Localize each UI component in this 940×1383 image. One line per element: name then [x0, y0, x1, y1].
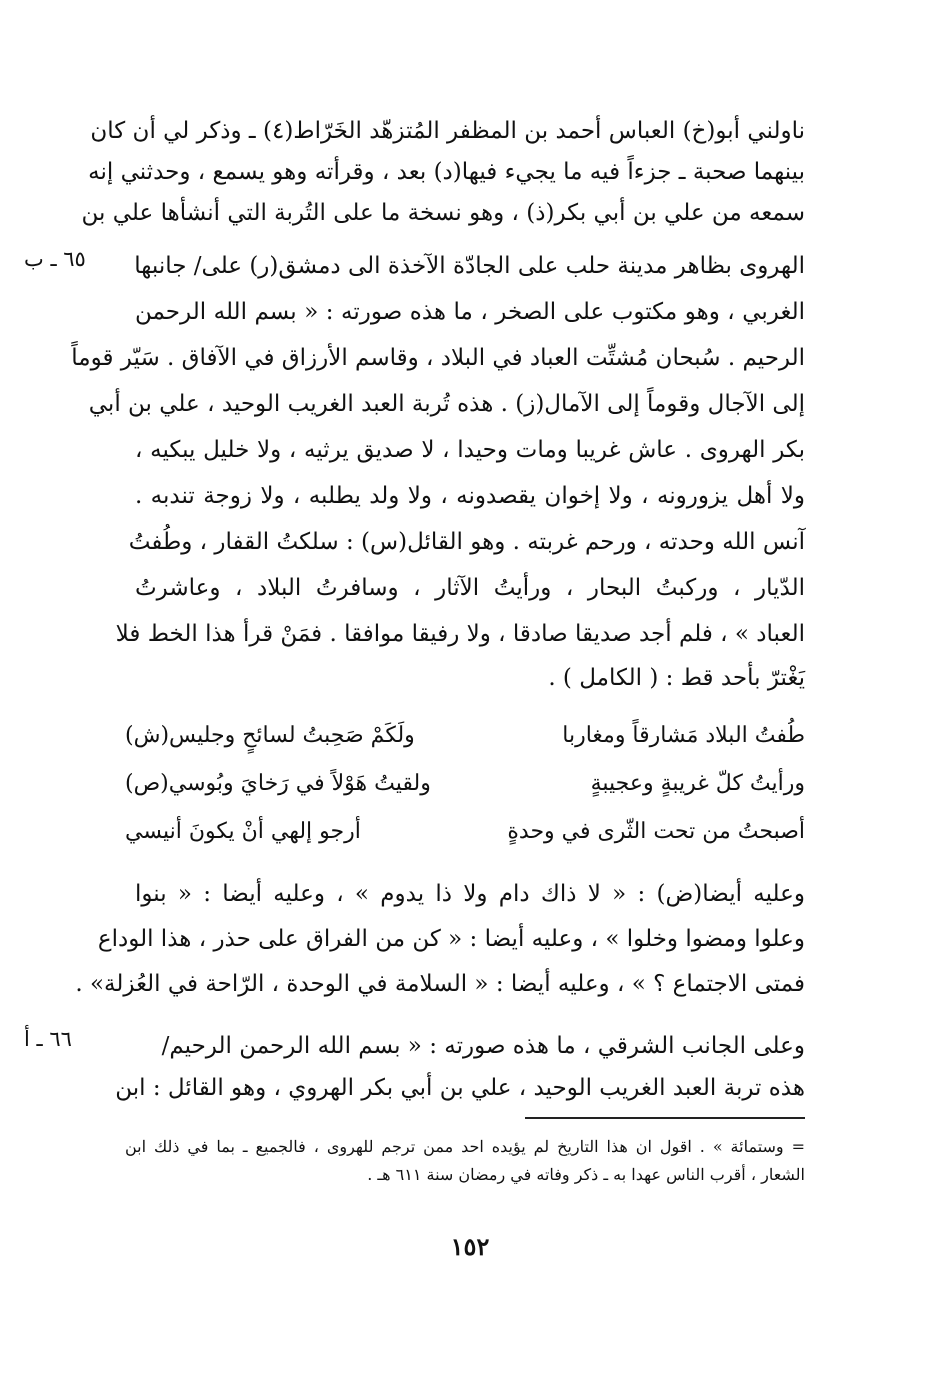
margin-folio-note: ٦٥ ـ ب [24, 247, 86, 271]
margin-folio-note: ٦٦ ـ أ [24, 1027, 72, 1051]
text-line: فمتى الاجتماع ؟ » ، وعليه أيضا : « السلامة في الوحدة ، الرّاحة في العُزلة» . [75, 971, 805, 997]
text-line: سمعه من علي بن أبي بكر(ذ) ، وهو نسخة ما على التُربة التي أنشأها علي بن [81, 200, 805, 226]
footnote-separator [525, 1117, 805, 1119]
text-line: ناولني أبو(خ) العباس أحمد بن المظفر المُتزهّد الخَرّاط(٤) ـ وذكر لي أن كان [90, 118, 805, 144]
text-line: هذه تربة العبد الغريب الوحيد ، علي بن أبي بكر الهروي ، وهو القائل : ابن [115, 1075, 805, 1101]
text-line: بينهما صحبة ـ جزءاً فيه ما يجيء فيها(د) بعد ، وقرأته وهو يسمع ، وحدثني إنه [88, 159, 805, 185]
text-line: يَغْترّ بأحد قط : ( الكامل ) . [548, 665, 805, 691]
text-line: الهروى بظاهر مدينة حلب على الجادّة الآخذة الى دمشق(ر) على/ جانبها [134, 253, 805, 279]
poem-verse [125, 718, 805, 754]
text-line: وعلوا ومضوا وخلوا » ، وعليه أيضا : « كن من الفراق على حذر ، هذا الوداع [97, 926, 805, 952]
footnote-line: الشعار ، أقرب الناس عهدا به ـ ذكر وفاته في رمضان سنة ٦١١ هـ . [367, 1165, 805, 1184]
text-line: ولا أهل يزورونه ، ولا إخوان يقصدونه ، ولا ولد يطلبه ، ولا زوجة تندبه . [135, 483, 805, 509]
text-line: الدّيار ، وركبتُ البحار ، ورأيتُ الآثار ، وسافرتُ البلاد ، وعاشرتُ [135, 575, 805, 601]
verse-second-hemistich: أرجو إلهي أنْ يكونَ أنيسي [125, 819, 361, 844]
text-line: بكر الهروى . عاش غريبا ومات وحيدا ، لا صديق يرثيه ، ولا خليل يبكيه ، [135, 437, 805, 463]
verse-first-hemistich: طُفتُ البلاد مَشارقاً ومغاربا [562, 723, 805, 748]
verse-second-hemistich: ولَكَمْ صَحِبتُ لسائحٍ وجليس(ش) [125, 723, 415, 748]
text-line: العباد » ، فلم أجد صديقا صادقا ، ولا رفيقا موافقا . فمَنْ قرأ هذا الخط فلا [115, 621, 805, 647]
text-line: وعلى الجانب الشرقي ، ما هذه صورته : « بسم الله الرحمن الرحيم/ [161, 1033, 805, 1059]
verse-first-hemistich: ورأيتُ كلّ غريبةٍ وعجيبةٍ [590, 771, 805, 796]
text-line: وعليه أيضا(ض) : « لا ذاك دام ولا ذا يدوم » ، وعليه أيضا : « بنوا [135, 881, 805, 907]
text-line: آنس الله وحدته ، ورحم غربته . وهو القائل(س) : سلكتُ القفار ، وطُفتُ [128, 529, 805, 555]
verse-first-hemistich: أصبحتُ من تحت الثّرى في وحدةٍ [507, 819, 805, 844]
footnote-line: = وستمائة » . اقول ان هذا التاريخ لم يؤيده احد ممن ترجم للهروى ، فالجميع ـ بما في ذلك ابن [125, 1137, 805, 1156]
text-line: الغربي ، وهو مكتوب على الصخر ، ما هذه صورته : « بسم الله الرحمن [135, 299, 805, 325]
text-line: إلى الآجال وقوماً إلى الآمال(ز) . هذه تُربة العبد الغريب الوحيد ، علي بن أبي [88, 391, 805, 417]
page-number: ١٥٢ [450, 1232, 490, 1261]
poem-verse [125, 814, 805, 850]
verse-second-hemistich: ولقيتُ هَوْلاً في رَخايَ وبُوسي(ص) [125, 771, 431, 796]
text-line: الرحيم . سُبحان مُشتِّت العباد في البلاد ، وقاسم الأرزاق في الآفاق . سَيّر قوماً [71, 345, 805, 371]
poem-verse [125, 766, 805, 802]
